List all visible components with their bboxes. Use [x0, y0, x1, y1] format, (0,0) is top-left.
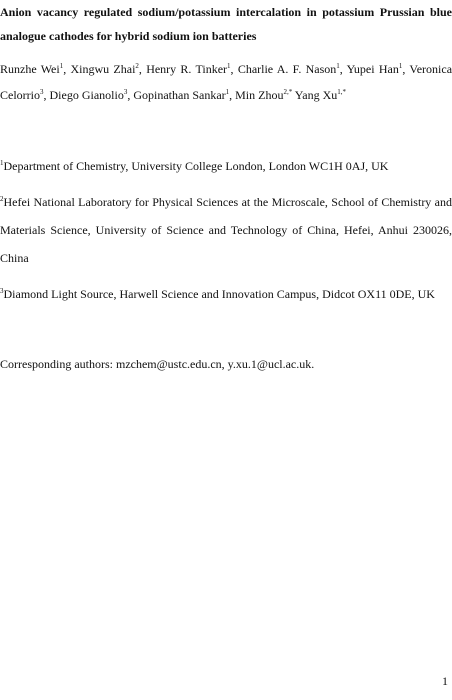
- author-name: Veronica Celorrio: [0, 62, 452, 102]
- author-affiliation-marker: 3: [40, 88, 44, 96]
- author-name: Xingwu Zhai: [70, 62, 136, 76]
- author-affiliation-marker: 1: [225, 88, 230, 96]
- author-affiliation-marker: 2,*: [283, 88, 293, 96]
- affiliation-1: [0, 152, 452, 180]
- affiliation-1-text: Department of Chemistry, University College London, London WC1H 0AJ, UK: [3, 159, 389, 173]
- author-name: Yang Xu: [294, 88, 338, 102]
- author-name: Henry R. Tinker: [146, 62, 228, 76]
- author-name: Yupei Han: [346, 62, 399, 76]
- author-affiliation-marker: 1,*: [337, 88, 347, 96]
- author-separator: ,: [127, 88, 134, 102]
- author-separator: ,: [230, 62, 238, 76]
- author-affiliation-marker: 3: [123, 88, 128, 96]
- affiliation-3-text: Diamond Light Source, Harwell Science and Innovation Campus, Didcot OX11 0DE, UK: [3, 287, 435, 301]
- author-affiliation-marker: 2: [135, 62, 139, 70]
- affiliation-1-number: 1: [0, 159, 4, 167]
- author-separator: ,: [229, 88, 236, 102]
- author-name: Gopinathan Sankar: [133, 88, 226, 102]
- author-separator: ,: [402, 62, 410, 76]
- affiliation-2: [0, 188, 452, 272]
- corresponding-authors: Corresponding authors: mzchem@ustc.edu.cn, y.xu.1@ucl.ac.uk.: [0, 357, 315, 371]
- author-name: Charlie A. F. Nason: [237, 62, 337, 76]
- author-affiliation-marker: 1: [59, 62, 64, 70]
- affiliation-2-text: Hefei National Laboratory for Physical Sciences at the Microscale, School of Chemistry and Materials Science, University of Science and Technology of China, Hefei, Anhui 230026, China: [0, 195, 452, 265]
- page-number: 1: [442, 674, 448, 688]
- author-separator: ,: [63, 62, 71, 76]
- author-name: Min Zhou: [235, 88, 284, 102]
- author-separator: ,: [43, 88, 50, 102]
- author-name: Diego Gianolio: [49, 88, 124, 102]
- author-list: [0, 56, 452, 108]
- author-affiliation-marker: 1: [336, 62, 340, 70]
- author-name: Runzhe Wei: [0, 62, 60, 76]
- affiliation-3-number: 3: [0, 287, 4, 295]
- author-separator: ,: [138, 62, 147, 76]
- paper-title: Anion vacancy regulated sodium/potassium intercalation in potassium Prussian blue analogue cathodes for hybrid sodium ion batteries: [0, 5, 452, 43]
- affiliation-2-number: 2: [0, 195, 4, 203]
- author-affiliation-marker: 1: [227, 62, 231, 70]
- affiliation-3: [0, 280, 452, 308]
- author-affiliation-marker: 1: [398, 62, 403, 70]
- author-separator: ,: [339, 62, 347, 76]
